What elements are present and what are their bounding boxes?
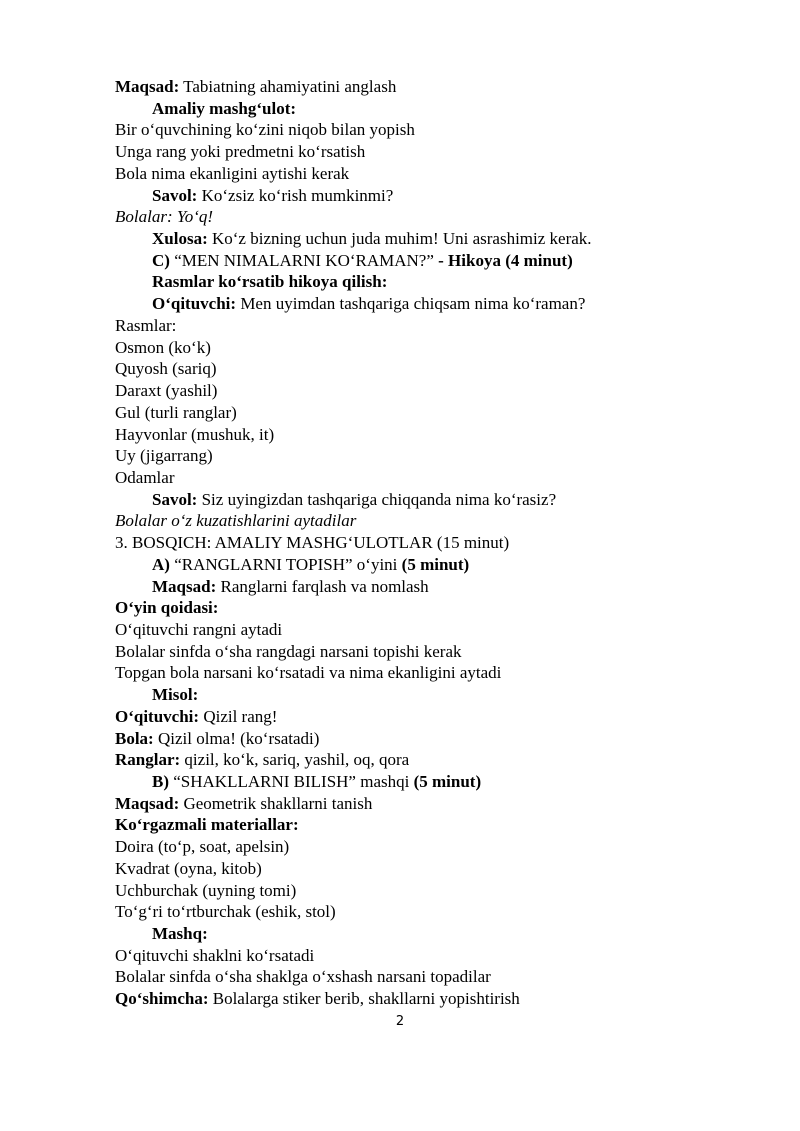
bold-text: C)	[152, 250, 170, 270]
text-line	[115, 402, 715, 424]
text-line	[115, 445, 715, 467]
document-body	[115, 76, 715, 1010]
text-line	[115, 880, 715, 902]
text-run: Ko‘zsiz ko‘rish mumkinmi?	[197, 185, 394, 205]
text-run: Bolalar sinfda o‘sha shaklga o‘xshash narsani topadilar	[115, 967, 491, 987]
text-run: Bolalar sinfda o‘sha rangdagi narsani topishi kerak	[115, 641, 462, 661]
text-run: Gul (turli ranglar)	[115, 402, 237, 422]
bold-text: Maqsad:	[115, 793, 180, 813]
text-run: Unga rang yoki predmetni ko‘rsatish	[115, 142, 366, 162]
text-run: Siz uyingizdan tashqariga chiqqanda nima ko‘rasiz?	[197, 489, 557, 509]
text-line	[115, 315, 715, 337]
text-line	[115, 641, 715, 663]
bold-text: Ko‘rgazmali materiallar:	[115, 815, 299, 835]
text-run: Uchburchak (uyning tomi)	[115, 880, 297, 900]
text-line	[115, 185, 715, 207]
bold-text: Xulosa:	[152, 229, 208, 249]
text-line	[115, 98, 715, 120]
text-line	[115, 901, 715, 923]
text-line	[115, 728, 715, 750]
bold-text: Savol:	[152, 185, 198, 205]
bold-text: O‘yin qoidasi:	[115, 598, 219, 618]
text-run: O‘qituvchi shaklni ko‘rsatadi	[115, 945, 315, 965]
text-line	[115, 76, 715, 98]
bold-text: A)	[152, 554, 170, 574]
bold-text: Misol:	[152, 685, 199, 705]
text-line	[115, 706, 715, 728]
text-line	[115, 532, 715, 554]
bold-text: Bola:	[115, 728, 154, 748]
bold-text: O‘qituvchi:	[152, 294, 237, 314]
text-line	[115, 793, 715, 815]
italic-text: Bolalar: Yo‘q!	[115, 207, 214, 227]
text-run: Quyosh (sariq)	[115, 359, 217, 379]
text-run: Bir o‘quvchining ko‘zini niqob bilan yopish	[115, 120, 415, 140]
text-line	[115, 619, 715, 641]
text-line	[115, 945, 715, 967]
text-run: Hayvonlar (mushuk, it)	[115, 424, 275, 444]
page-number: 2	[395, 1014, 405, 1029]
text-line	[115, 576, 715, 598]
text-line	[115, 228, 715, 250]
text-run: 3. BOSQICH: AMALIY MASHG‘ULOTLAR (15 minut)	[115, 533, 510, 553]
bold-text: Rasmlar ko‘rsatib hikoya qilish:	[152, 272, 388, 292]
text-run: Rasmlar:	[115, 315, 177, 335]
text-run: Tabiatning ahamiyatini anglash	[179, 77, 397, 96]
text-run: Ranglarni farqlash va nomlash	[216, 576, 429, 596]
text-line	[115, 836, 715, 858]
bold-text: Amaliy mashg‘ulot:	[152, 98, 297, 118]
text-line	[115, 858, 715, 880]
text-run: Uy (jigarrang)	[115, 446, 213, 466]
bold-text: Savol:	[152, 489, 198, 509]
bold-text: O‘qituvchi:	[115, 706, 200, 726]
text-line	[115, 966, 715, 988]
text-run: Men uyimdan tashqariga chiqsam nima ko‘raman?	[236, 294, 586, 314]
text-line	[115, 119, 715, 141]
bold-text: - Hikoya (4 minut)	[438, 250, 573, 270]
text-line	[115, 814, 715, 836]
bold-text: Ranglar:	[115, 750, 181, 770]
text-run: “MEN NIMALARNI KO‘RAMAN?”	[169, 250, 439, 270]
text-line	[115, 424, 715, 446]
text-run: Qizil olma! (ko‘rsatadi)	[153, 728, 320, 748]
text-run: Odamlar	[115, 467, 175, 487]
bold-text: Mashq:	[152, 924, 208, 944]
text-line	[115, 597, 715, 619]
text-run: Kvadrat (oyna, kitob)	[115, 858, 262, 878]
text-run: Daraxt (yashil)	[115, 381, 218, 401]
text-run: Bola nima ekanligini aytishi kerak	[115, 163, 350, 183]
text-line	[115, 358, 715, 380]
text-line	[115, 250, 715, 272]
text-line	[115, 749, 715, 771]
bold-text: B)	[152, 772, 169, 791]
text-run: “RANGLARNI TOPISH” o‘yini	[169, 554, 402, 574]
text-run: Doira (to‘p, soat, apelsin)	[115, 837, 290, 857]
text-line	[115, 141, 715, 163]
text-line	[115, 271, 715, 293]
text-line	[115, 684, 715, 706]
text-line	[115, 554, 715, 576]
text-run: Ko‘z bizning uchun juda muhim! Uni asrashimiz kerak.	[207, 229, 592, 249]
text-run: Osmon (ko‘k)	[115, 337, 211, 357]
text-line	[115, 771, 715, 793]
text-run: O‘qituvchi rangni aytadi	[115, 619, 283, 639]
text-run: Qizil rang!	[199, 706, 278, 726]
text-run: To‘g‘ri to‘rtburchak (eshik, stol)	[115, 902, 336, 922]
text-line	[115, 380, 715, 402]
text-line	[115, 163, 715, 185]
text-line	[115, 662, 715, 684]
text-line	[115, 293, 715, 315]
bold-text: (5 minut)	[401, 554, 470, 574]
text-run: Geometrik shakllarni tanish	[179, 793, 373, 813]
text-line	[115, 988, 715, 1010]
bold-text: Qo‘shimcha:	[115, 989, 209, 1009]
text-line	[115, 337, 715, 359]
bold-text: (5 minut)	[413, 772, 482, 791]
text-line	[115, 923, 715, 945]
text-run: “SHAKLLARNI BILISH” mashqi	[169, 772, 414, 791]
italic-text: Bolalar o‘z kuzatishlarini aytadilar	[115, 511, 357, 531]
text-line	[115, 467, 715, 489]
text-line	[115, 206, 715, 228]
text-run: Bolalarga stiker berib, shakllarni yopishtirish	[208, 989, 520, 1009]
bold-text: Maqsad:	[152, 576, 217, 596]
bold-text: Maqsad:	[115, 77, 180, 96]
text-line	[115, 489, 715, 511]
text-line	[115, 510, 715, 532]
text-run: Topgan bola narsani ko‘rsatadi va nima ekanligini aytadi	[115, 663, 502, 683]
text-run: qizil, ko‘k, sariq, yashil, oq, qora	[180, 750, 410, 770]
